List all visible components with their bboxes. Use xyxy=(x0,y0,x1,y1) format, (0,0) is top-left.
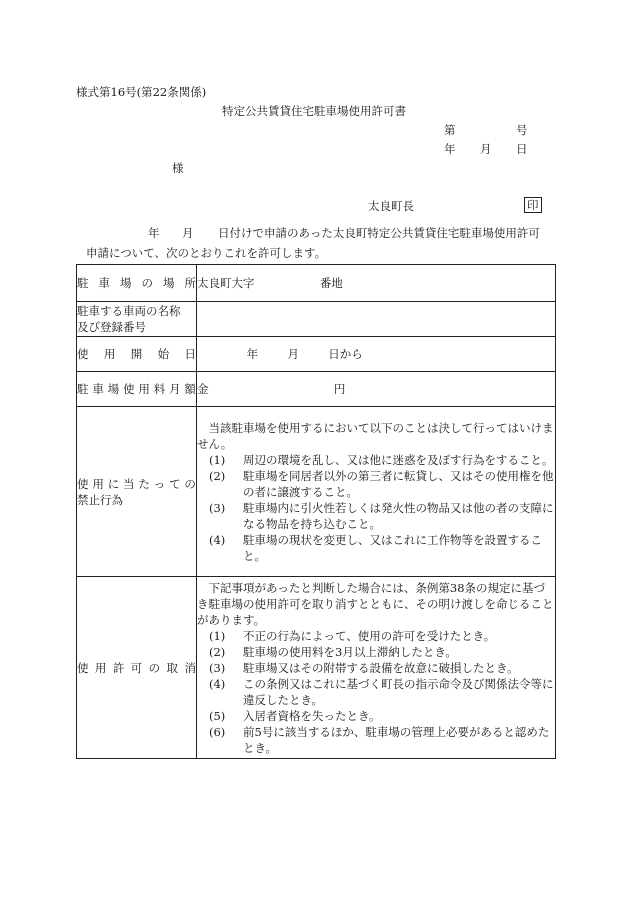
row-vehicle xyxy=(77,302,556,337)
intro-line-2: 申請について、次のとおりこれを許可します。 xyxy=(86,246,327,260)
location-label-cell xyxy=(77,265,197,302)
permit-table xyxy=(76,264,556,759)
label-char: 車 xyxy=(92,382,104,396)
label-char: 用 xyxy=(103,347,116,361)
item-text: この条例又はこれに基づく町長の指示命令及び関係法令等に違反したとき。 xyxy=(243,676,554,707)
item-number: (2) xyxy=(209,468,226,483)
row-cancel xyxy=(77,577,556,759)
addressee-suffix: 様 xyxy=(172,161,184,175)
label-char: の xyxy=(148,660,161,675)
label-char: の xyxy=(141,276,153,290)
date-day: 日 xyxy=(516,142,528,156)
label-char: 許 xyxy=(112,660,125,675)
label-char: て xyxy=(169,476,181,491)
prohibited-label-cell xyxy=(77,407,197,577)
list-item xyxy=(197,532,555,564)
location-value: 太良町大字 xyxy=(197,276,255,290)
label-char: 駐 xyxy=(77,382,89,396)
start-day: 日から xyxy=(328,347,363,361)
list-item xyxy=(197,452,555,468)
item-text: 駐車場又はその附帯する設備を故意に破損したとき。 xyxy=(243,660,519,675)
label-char: 可 xyxy=(130,660,143,675)
intro-month: 月 xyxy=(182,226,194,240)
list-item xyxy=(197,468,555,500)
label-char: 始 xyxy=(157,347,170,361)
label-char: 用 xyxy=(92,476,104,491)
label-char: 使 xyxy=(77,476,89,491)
prohibited-intro: 当該駐車場を使用するにおいて以下のことは決して行ってはいけません。 xyxy=(197,420,554,451)
item-text: 前5号に該当するほか、駐車場の管理上必要があると認めたとき。 xyxy=(243,724,550,755)
label-char: 日 xyxy=(184,347,196,361)
label-char: 消 xyxy=(184,660,196,675)
label-char: 用 xyxy=(94,660,107,675)
label-char: 使 xyxy=(77,347,89,361)
cancel-list xyxy=(197,628,555,756)
number-suffix: 号 xyxy=(516,123,528,137)
item-text: 周辺の環境を乱し、又は他に迷惑を及ぼす行為をすること。 xyxy=(243,452,554,467)
label-char: 車 xyxy=(98,276,110,290)
list-item xyxy=(197,676,555,708)
prohibited-label-line-2: 禁止行為 xyxy=(77,492,123,507)
seal-mark: 印 xyxy=(524,197,542,213)
label-char: の xyxy=(184,476,196,491)
fee-value-cell xyxy=(197,372,556,407)
location-value-cell xyxy=(197,265,556,302)
cancel-label xyxy=(77,660,196,676)
label-char: 場 xyxy=(120,276,132,290)
label-char: 場 xyxy=(107,382,120,396)
list-item xyxy=(197,724,555,756)
item-text: 駐車場を同居者以外の第三者に転貸し、又はその使用権を他の者に譲渡すること。 xyxy=(243,468,554,499)
label-char: に xyxy=(107,476,120,491)
start-label xyxy=(77,346,196,362)
fee-label xyxy=(77,381,196,397)
form-number: 様式第16号(第22条関係) xyxy=(76,85,207,99)
label-char: 料 xyxy=(153,382,166,396)
row-start-date xyxy=(77,337,556,372)
label-char: 開 xyxy=(130,347,143,361)
start-value-cell xyxy=(197,337,556,372)
item-number: (4) xyxy=(209,676,226,691)
prohibited-list xyxy=(197,452,555,564)
prohibited-label-line-1 xyxy=(77,476,196,492)
list-item xyxy=(197,628,555,644)
item-number: (1) xyxy=(209,452,226,467)
list-item xyxy=(197,660,555,676)
number-prefix: 第 xyxy=(444,123,456,137)
vehicle-label-line-2: 及び登録番号 xyxy=(77,320,146,334)
start-year: 年 xyxy=(246,347,259,361)
item-text: 駐車場内に引火性若しくは発火性の物品又は他の者の支障になる物品を持ち込むこと。 xyxy=(243,500,554,531)
list-item xyxy=(197,644,555,660)
date-year: 年 xyxy=(444,142,456,156)
label-char: っ xyxy=(153,476,166,491)
item-text: 不正の行為によって、使用の許可を受けたとき。 xyxy=(243,628,496,643)
fee-prefix: 金 xyxy=(197,382,209,396)
intro-line-1: 日付けで申請のあった太良町特定公共賃貸住宅駐車場使用許可 xyxy=(218,226,540,240)
label-char: 額 xyxy=(184,382,196,396)
item-text: 入居者資格を失ったとき。 xyxy=(243,708,381,723)
date-month: 月 xyxy=(480,142,492,156)
item-number: (6) xyxy=(209,724,226,739)
cancel-label-cell xyxy=(77,577,197,759)
vehicle-label-cell xyxy=(77,302,197,337)
item-number: (5) xyxy=(209,708,226,723)
label-char: 駐 xyxy=(77,276,89,290)
start-label-cell xyxy=(77,337,197,372)
cancel-content xyxy=(197,577,556,759)
list-item xyxy=(197,708,555,724)
item-text: 駐車場の使用料を3月以上滞納したとき。 xyxy=(243,644,457,659)
label-char: 取 xyxy=(166,660,179,675)
intro-year: 年 xyxy=(148,226,160,240)
vehicle-value xyxy=(197,302,556,337)
label-char: 所 xyxy=(184,276,196,290)
item-number: (3) xyxy=(209,500,226,515)
list-item xyxy=(197,500,555,532)
location-suffix: 番地 xyxy=(319,276,343,290)
fee-label-cell xyxy=(77,372,197,407)
item-number: (2) xyxy=(209,644,226,659)
location-label xyxy=(77,275,196,291)
row-location xyxy=(77,265,556,302)
prohibited-content xyxy=(197,407,556,577)
cancel-intro: 下記事項があったと判断した場合には、条例第38条の規定に基づき駐車場の使用許可を取り消すとともに、その明け渡しを命じることがあります。 xyxy=(197,580,554,627)
item-number: (4) xyxy=(209,532,226,547)
label-char: 場 xyxy=(163,276,175,290)
label-char: 使 xyxy=(123,382,135,396)
item-number: (3) xyxy=(209,660,226,675)
start-month: 月 xyxy=(287,347,299,361)
label-char: 当 xyxy=(123,476,135,491)
issuer-name: 太良町長 xyxy=(368,199,414,213)
fee-suffix: 円 xyxy=(333,382,346,396)
item-number: (1) xyxy=(209,628,226,643)
row-fee xyxy=(77,372,556,407)
document-title: 特定公共賃貸住宅駐車場使用許可書 xyxy=(222,104,406,118)
label-char: 使 xyxy=(77,660,89,675)
label-char: 月 xyxy=(169,382,181,396)
row-prohibited xyxy=(77,407,556,577)
item-text: 駐車場の現状を変更し、又はこれに工作物等を設置すること。 xyxy=(243,532,542,563)
label-char: た xyxy=(138,476,150,491)
label-char: 用 xyxy=(138,382,150,396)
vehicle-label-line-1: 駐車する車両の名称 xyxy=(77,304,181,318)
